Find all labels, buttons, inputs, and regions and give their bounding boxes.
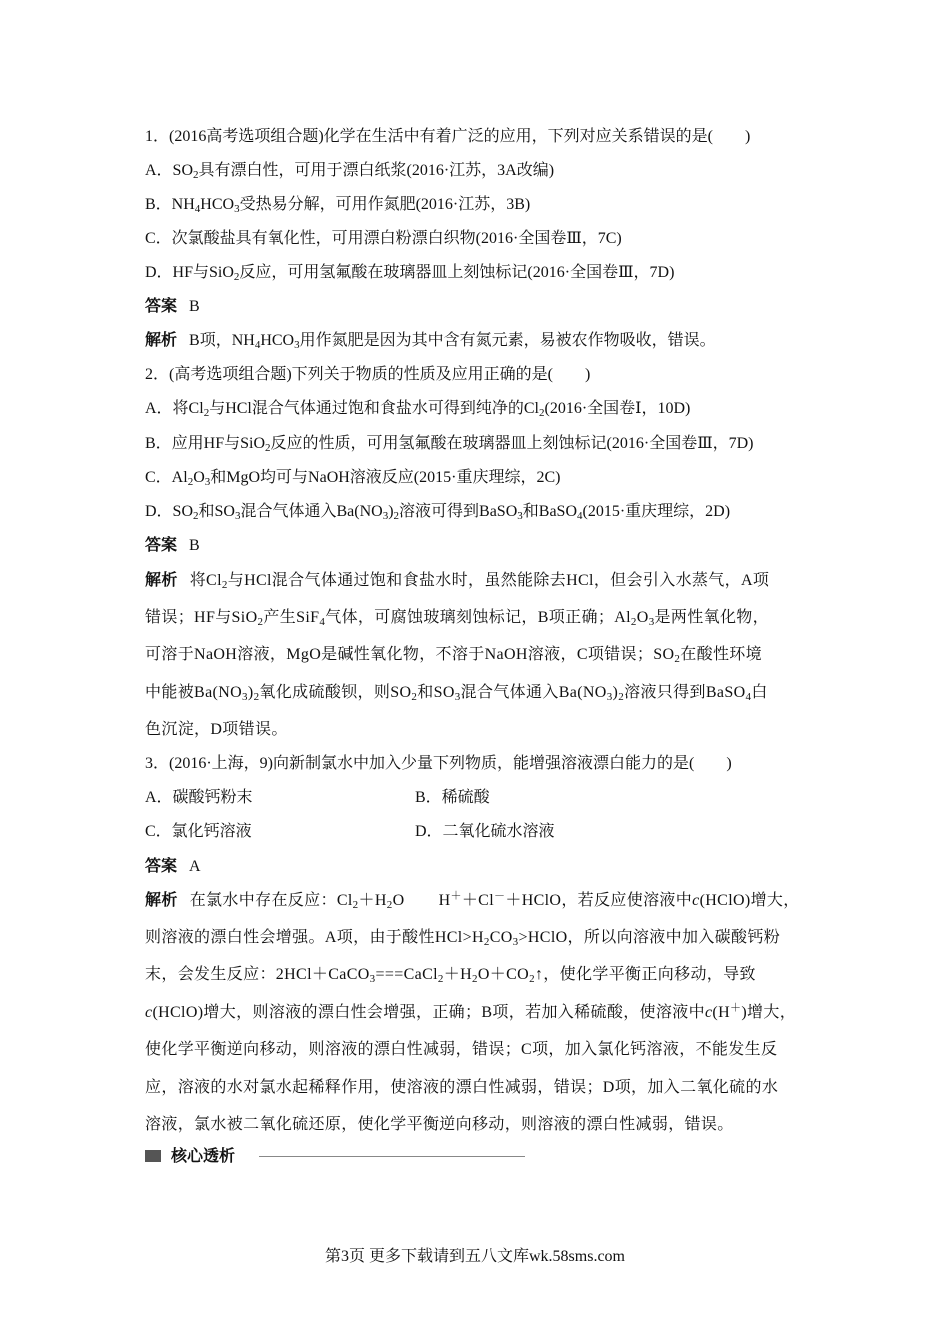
q3-analysis-line-7: 溶液，氯水被二氧化硫还原，使化学平衡逆向移动，则溶液的漂白性减弱，错误。 <box>145 1116 734 1133</box>
q1-analysis: 解析 B项，$NH_4HCO_3$用作氮肥是因为其中含有氮元素，易被农作物吸收，错误。 <box>145 332 716 351</box>
q2-analysis-line-5: 色沉淀，D项错误。 <box>145 721 288 738</box>
analysis-label: 解析 <box>145 332 178 349</box>
section-title: 核心透析 <box>171 1146 236 1165</box>
section-heading <box>145 1146 525 1166</box>
q3-answer: 答案 A <box>145 858 201 875</box>
page-footer: 第3页 更多下载请到五八文库wk.58sms.com <box>324 1248 625 1265</box>
q3-analysis-line-5: 使化学平衡逆向移动，则溶液的漂白性减弱，错误；C项，加入氯化钙溶液，不能发生反 <box>145 1041 778 1058</box>
q3-stem: 3．(2016·上海，9)向新制氯水中加入少量下列物质，能增强溶液漂白能力的是( ) <box>145 755 732 772</box>
answer-label: 答案 <box>145 537 178 554</box>
answer-label: 答案 <box>145 298 178 315</box>
q2-analysis-line-2: 错误；HF与SiO$_2$产生SiF$_4$气体，可腐蚀玻璃刻蚀标记，B项正确；$Al_2O_3$是两性氧化物， <box>145 609 769 628</box>
q3-analysis-line-6: 应，溶液的水对氯水起稀释作用，使溶液的漂白性减弱，错误；D项，加入二氧化硫的水 <box>145 1079 779 1096</box>
q3-analysis-line-1: 解析 在氯水中存在反应：$Cl_2+H_2O$ H＋＋Cl－＋HClO，若反应使溶液中c(HClO)增大， <box>145 890 800 911</box>
analysis-label: 解析 <box>145 892 178 909</box>
q2-option-a: A．将$Cl_2$与HCl混合气体通过饱和食盐水可得到纯净的$Cl_2(2016\cdot$全国卷Ⅰ，10D) <box>145 400 691 419</box>
q2-analysis-line-4: 中能被$Ba(NO_3)_2$氧化成硫酸钡，则$SO_2$和$SO_3$混合气体通入$Ba(NO_3)_2$溶液只得到BaSO$_4$白 <box>145 684 768 703</box>
q3-option-a: A．碳酸钙粉末 <box>145 789 253 806</box>
q2-analysis-line-3: 可溶于NaOH溶液，MgO是碱性氧化物，不溶于NaOH溶液，C项错误；$SO_2$在酸性环境 <box>145 646 763 665</box>
q1-stem: 1．(2016高考选项组合题)化学在生活中有着广泛的应用，下列对应关系错误的是( ) <box>145 128 751 145</box>
q3-analysis-line-4: c(HClO)增大，则溶液的漂白性会增强，正确；B项，若加入稀硫酸，使溶液中c(H＋)增大， <box>145 1002 797 1021</box>
analysis-label: 解析 <box>145 572 178 589</box>
answer-label: 答案 <box>145 858 178 875</box>
q2-analysis-line-1: 解析 将$Cl_2$与HCl混合气体通过饱和食盐水时，虽然能除去HCl，但会引入水蒸气，A项 <box>145 572 770 591</box>
q1-answer: 答案 B <box>145 298 200 315</box>
q3-analysis-line-2: 则溶液的漂白性会增强。A项，由于酸性$HCl>H_2CO_3>HClO$，所以向溶液中加入碳酸钙粉 <box>145 929 781 948</box>
q2-stem: 2．(高考选项组合题)下列关于物质的性质及应用正确的是( ) <box>145 366 591 383</box>
q3-option-b: B．稀硫酸 <box>415 789 490 806</box>
section-square-icon <box>145 1150 161 1162</box>
q2-answer: 答案 B <box>145 537 200 554</box>
q1-option-a: A．$SO_2$具有漂白性，可用于漂白纸浆(2016·江苏，3A改编) <box>145 162 555 181</box>
q3-option-d: D．二氧化硫水溶液 <box>415 823 555 840</box>
q1-option-c: C．次氯酸盐具有氧化性，可用漂白粉漂白织物(2016·全国卷Ⅲ，7C) <box>145 230 622 247</box>
section-divider <box>259 1156 525 1157</box>
q3-options-row-2 <box>145 822 825 842</box>
q2-option-c: C．$Al_2O_3$和MgO均可与NaOH溶液反应(2015·重庆理综，2C) <box>145 469 561 488</box>
q2-option-d: D．$SO_2$和$SO_3$混合气体通入$Ba(NO_3)_2$溶液可得到BaSO$_3$和BaSO$_4$(2015·重庆理综，2D) <box>145 503 731 522</box>
q3-options-row-1 <box>145 788 825 808</box>
q2-option-b: B．应用HF与SiO$_2$反应的性质，可用氢氟酸在玻璃器皿上刻蚀标记(2016·全国卷Ⅲ，7D) <box>145 435 754 454</box>
q3-option-c: C．氯化钙溶液 <box>145 823 252 840</box>
q1-option-d: D．HF与SiO$_2$反应，可用氢氟酸在玻璃器皿上刻蚀标记(2016·全国卷Ⅲ，7D) <box>145 264 675 283</box>
q3-analysis-line-3: 末，会发生反应：$2HCl+CaCO_3===CaCl_2+H_2O+CO_2↑$，使化学平衡正向移动，导致 <box>145 966 756 985</box>
q1-option-b: B．$NH_4HCO_3$受热易分解，可用作氮肥(2016·江苏，3B) <box>145 196 531 215</box>
